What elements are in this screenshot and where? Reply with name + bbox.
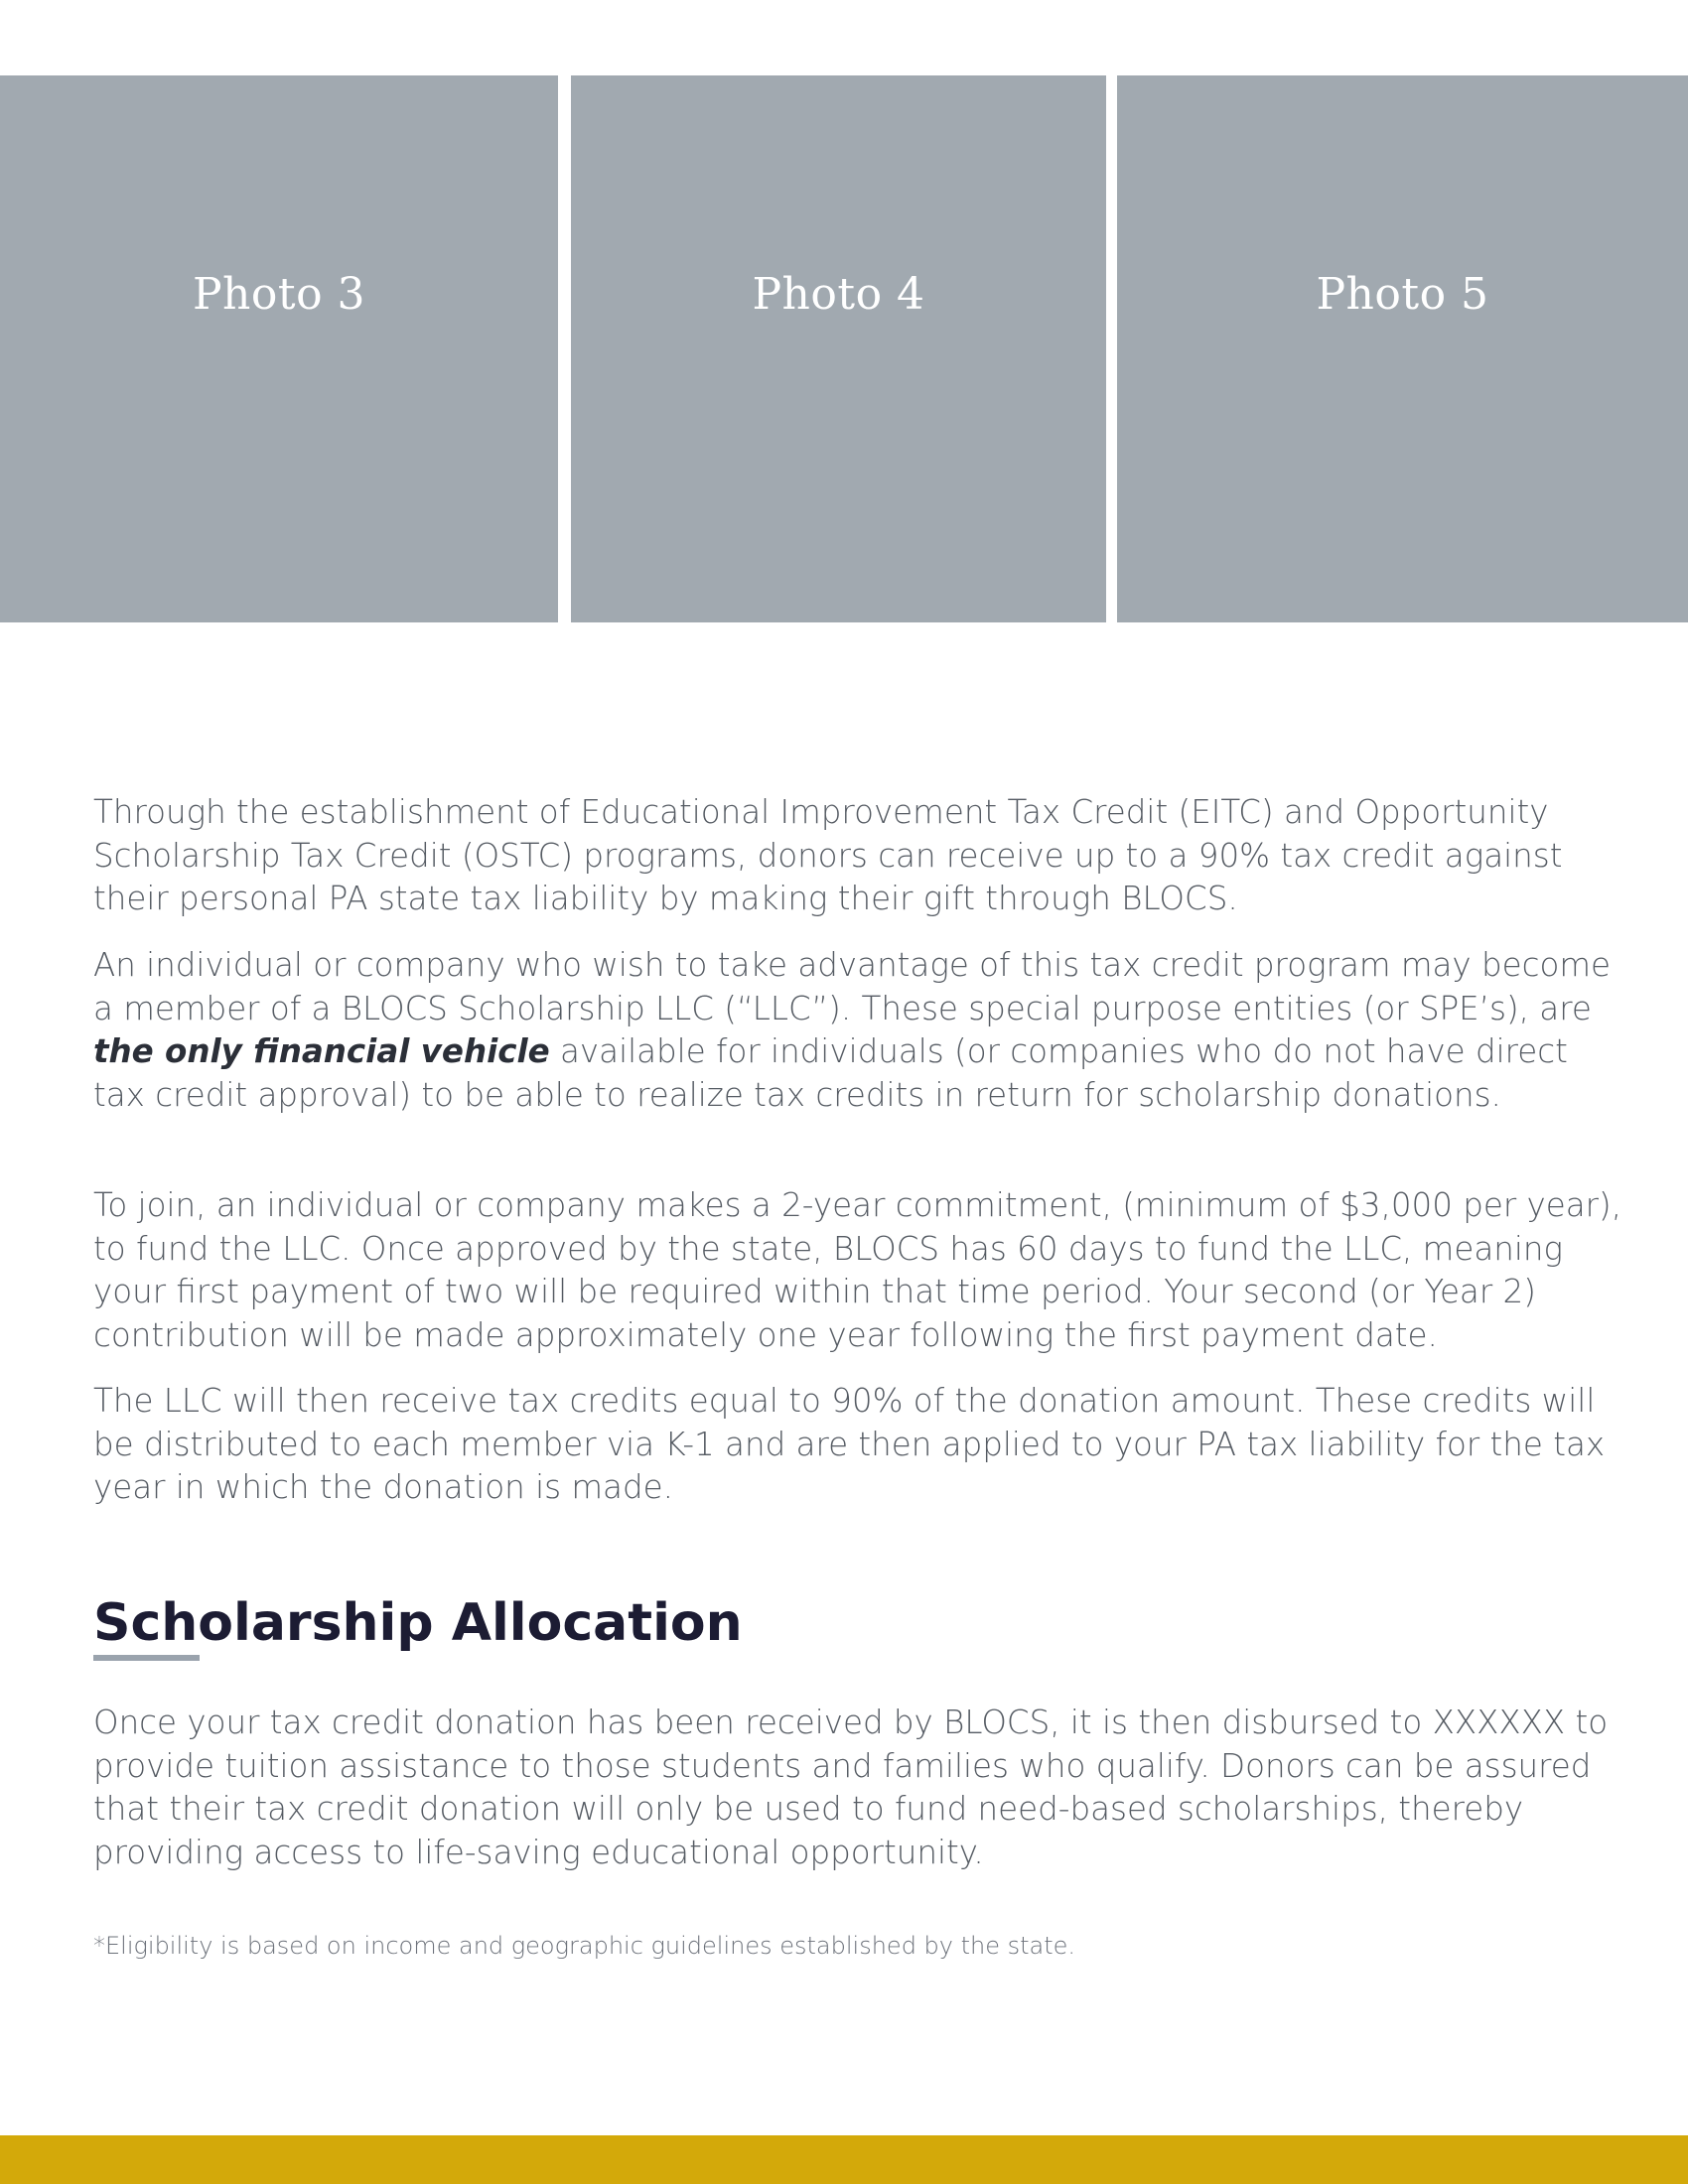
photo-placeholder-5 <box>1117 75 1688 622</box>
allocation-paragraph: Once your tax credit donation has been received by BLOCS, it is then disbursed to XXXXXX to provide tuition assistance to those students and families who qualify. Donors can be assured that their tax credit donation will only be used to fund need-based scholarships, thereby providing access to life-saving educational opportunity. <box>93 1704 1609 1871</box>
commitment-paragraph: To join, an individual or company makes a 2-year commitment, (minimum of $3,000 per year), to fund the LLC. Once approved by the state, BLOCS has 60 days to fund the LLC, meaning your first payment of two will be required within that time period. Your second (or Year 2) contribution will be made approximately one year following the first payment date. <box>93 1186 1622 1354</box>
photo-placeholder-4 <box>571 75 1106 622</box>
eligibility-footnote: *Eligibility is based on income and geographic guidelines established by the state. <box>93 1932 1076 1960</box>
emphasis-text: the only financial vehicle <box>93 1032 550 1071</box>
photo-label-4: Photo 4 <box>752 269 925 320</box>
llc-paragraph <box>93 944 1622 1117</box>
photo-label-3: Photo 3 <box>192 269 366 320</box>
heading-underline <box>93 1655 200 1661</box>
photo-placeholder-3 <box>0 75 558 622</box>
credits-paragraph: The LLC will then receive tax credits equal to 90% of the donation amount. These credits will be distributed to each member via K-1 and are then applied to your PA tax liability for the tax year in which the donation is made. <box>93 1382 1606 1507</box>
photo-label-5: Photo 5 <box>1316 269 1489 320</box>
footer-band <box>0 2135 1688 2184</box>
llc-paragraph-start: An individual or company who wish to take advantage of this tax credit program may become a member of a BLOCS Scholarship LLC (“LLC”). These special purpose entities (or SPE’s), are <box>93 946 1612 1027</box>
llc-paragraph-end: available for individuals (or companies who do not have direct tax credit approval) to be able to realize tax credits in return for scholarship donations. <box>93 1032 1568 1114</box>
intro-paragraph: Through the establishment of Educational Improvement Tax Credit (EITC) and Opportunity Scholarship Tax Credit (OSTC) programs, donors can receive up to a 90% tax credit against their personal PA state tax liability by making their gift through BLOCS. <box>93 793 1563 918</box>
section-heading: Scholarship Allocation <box>93 1593 743 1653</box>
